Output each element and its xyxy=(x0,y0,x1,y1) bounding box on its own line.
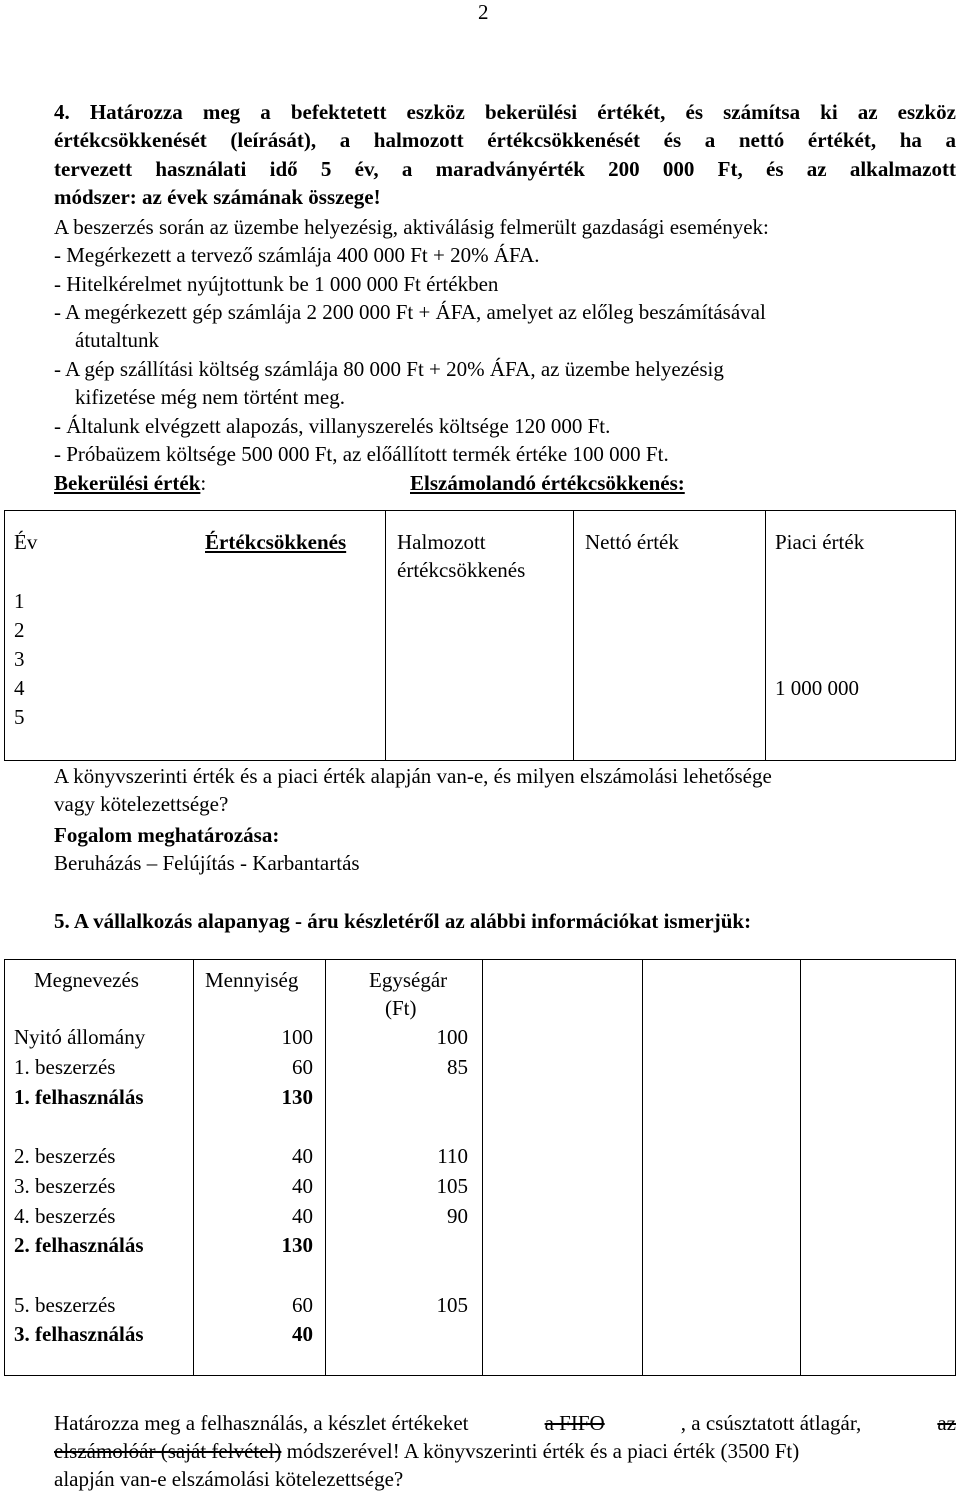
table-border xyxy=(193,959,194,1376)
cost-label-colon: : xyxy=(200,471,207,495)
row-qty: 40 xyxy=(292,1204,313,1228)
header-net-value: Nettó érték xyxy=(585,530,679,554)
table-border xyxy=(4,760,956,761)
event-item: - A megérkezett gép számlája 2 200 000 Ft + ÁFA, amelyet az előleg beszámításával xyxy=(54,300,766,324)
row-name: 5. beszerzés xyxy=(14,1293,116,1317)
q-text: Határozza meg a felhasználás, a készlet értékeket xyxy=(54,1411,469,1435)
task5-heading: 5. A vállalkozás alapanyag - áru készletéről az alábbi információkat ismerjük: xyxy=(54,909,752,933)
header-unit-price-2: (Ft) xyxy=(385,996,417,1020)
row-name: 3. felhasználás xyxy=(14,1322,144,1346)
market-value-cell: 1 000 000 xyxy=(775,676,859,700)
task5-question-line xyxy=(54,1409,956,1437)
table-border xyxy=(385,510,386,760)
q-text: , a csúsztatott átlagár, xyxy=(680,1411,862,1435)
header-quantity: Mennyiség xyxy=(205,968,299,992)
event-item: - Megérkezett a tervező számlája 400 000 Ft + 20% ÁFA. xyxy=(54,243,540,267)
row-qty: 60 xyxy=(292,1293,313,1317)
header-market-value: Piaci érték xyxy=(775,530,865,554)
header-accumulated: Halmozott xyxy=(397,530,486,554)
year-cell: 3 xyxy=(14,647,25,671)
task5-question-line xyxy=(54,1437,799,1465)
row-name: 2. felhasználás xyxy=(14,1233,144,1257)
row-name: 1. beszerzés xyxy=(14,1055,116,1079)
table-border xyxy=(573,510,574,760)
row-name: 2. beszerzés xyxy=(14,1144,116,1168)
event-item: - Próbaüzem költsége 500 000 Ft, az előállított termék értéke 100 000 Ft. xyxy=(54,442,669,466)
table-border xyxy=(4,959,956,960)
event-item: átutaltunk xyxy=(75,328,159,352)
concept-title: Fogalom meghatározása: xyxy=(54,823,280,847)
row-qty: 40 xyxy=(292,1174,313,1198)
task4-question: vagy kötelezettsége? xyxy=(54,792,229,816)
row-price: 100 xyxy=(436,1025,468,1049)
task5-question-line: alapján van-e elszámolási kötelezettsége? xyxy=(54,1467,404,1491)
event-item: kifizetése még nem történt meg. xyxy=(75,385,345,409)
task4-intro: A beszerzés során az üzembe helyezésig, aktiválásig felmerült gazdasági események: xyxy=(54,215,769,239)
event-item: - Hitelkérelmet nyújtottunk be 1 000 000 Ft értékben xyxy=(54,272,499,296)
header-year: Év xyxy=(14,530,38,554)
task4-heading-line: tervezett használati idő 5 év, a maradványérték 200 000 Ft, és az alkalmazott xyxy=(54,157,956,181)
row-name: 4. beszerzés xyxy=(14,1204,116,1228)
row-price: 110 xyxy=(437,1144,468,1168)
table-border xyxy=(482,959,483,1376)
header-unit-price: Egységár xyxy=(369,968,448,992)
event-item: - A gép szállítási költség számlája 80 000 Ft + 20% ÁFA, az üzembe helyezésig xyxy=(54,357,724,381)
row-qty: 60 xyxy=(292,1055,313,1079)
row-qty: 100 xyxy=(281,1025,313,1049)
header-depreciation: Értékcsökkenés xyxy=(205,530,347,554)
task4-heading-line: értékcsökkenését (leírását), a halmozott értékcsökkenését és a nettó értékét, ha a xyxy=(54,128,956,152)
year-cell: 1 xyxy=(14,589,25,613)
task4-question: A könyvszerinti érték és a piaci érték alapján van-e, és milyen elszámolási lehetősége xyxy=(54,764,772,788)
event-item: - Általunk elvégzett alapozás, villanyszerelés költsége 120 000 Ft. xyxy=(54,414,611,438)
q-strike: a FIFO xyxy=(544,1411,605,1435)
table-border xyxy=(765,510,766,760)
page-number: 2 xyxy=(478,0,489,24)
table-border xyxy=(4,959,5,1376)
row-qty: 130 xyxy=(281,1085,313,1109)
q-strike: az xyxy=(937,1411,956,1435)
row-qty: 40 xyxy=(292,1322,313,1346)
row-price: 105 xyxy=(436,1174,468,1198)
row-qty: 130 xyxy=(281,1233,313,1257)
table-border xyxy=(955,959,956,1376)
year-cell: 5 xyxy=(14,705,25,729)
task4-heading-line: 4. Határozza meg a befektetett eszköz bekerülési értékét, és számítsa ki az eszköz xyxy=(54,100,956,124)
table-border xyxy=(4,510,5,760)
table-border xyxy=(325,959,326,1376)
task4-heading-line: módszer: az évek számának összege! xyxy=(54,185,381,209)
row-price: 90 xyxy=(447,1204,468,1228)
table-border xyxy=(642,959,643,1376)
table-border xyxy=(4,1375,956,1376)
table-border xyxy=(955,510,956,760)
q-text: módszerével! A könyvszerinti érték és a piaci érték (3500 Ft) xyxy=(281,1439,800,1463)
cost-label xyxy=(54,469,206,497)
concept-text: Beruházás – Felújítás - Karbantartás xyxy=(54,851,360,875)
cost-label-text: Bekerülési érték xyxy=(54,471,201,495)
row-name: 3. beszerzés xyxy=(14,1174,116,1198)
table-border xyxy=(4,510,956,511)
q-strike: elszámolóár (saját felvétel) xyxy=(54,1439,282,1463)
row-price: 105 xyxy=(436,1293,468,1317)
row-price: 85 xyxy=(447,1055,468,1079)
header-accumulated-2: értékcsökkenés xyxy=(397,558,526,582)
year-cell: 4 xyxy=(14,676,25,700)
header-name: Megnevezés xyxy=(34,968,139,992)
depreciation-label: Elszámolandó értékcsökkenés: xyxy=(410,471,685,495)
year-cell: 2 xyxy=(14,618,25,642)
table-border xyxy=(800,959,801,1376)
row-name: 1. felhasználás xyxy=(14,1085,144,1109)
row-qty: 40 xyxy=(292,1144,313,1168)
row-name: Nyitó állomány xyxy=(14,1025,146,1049)
